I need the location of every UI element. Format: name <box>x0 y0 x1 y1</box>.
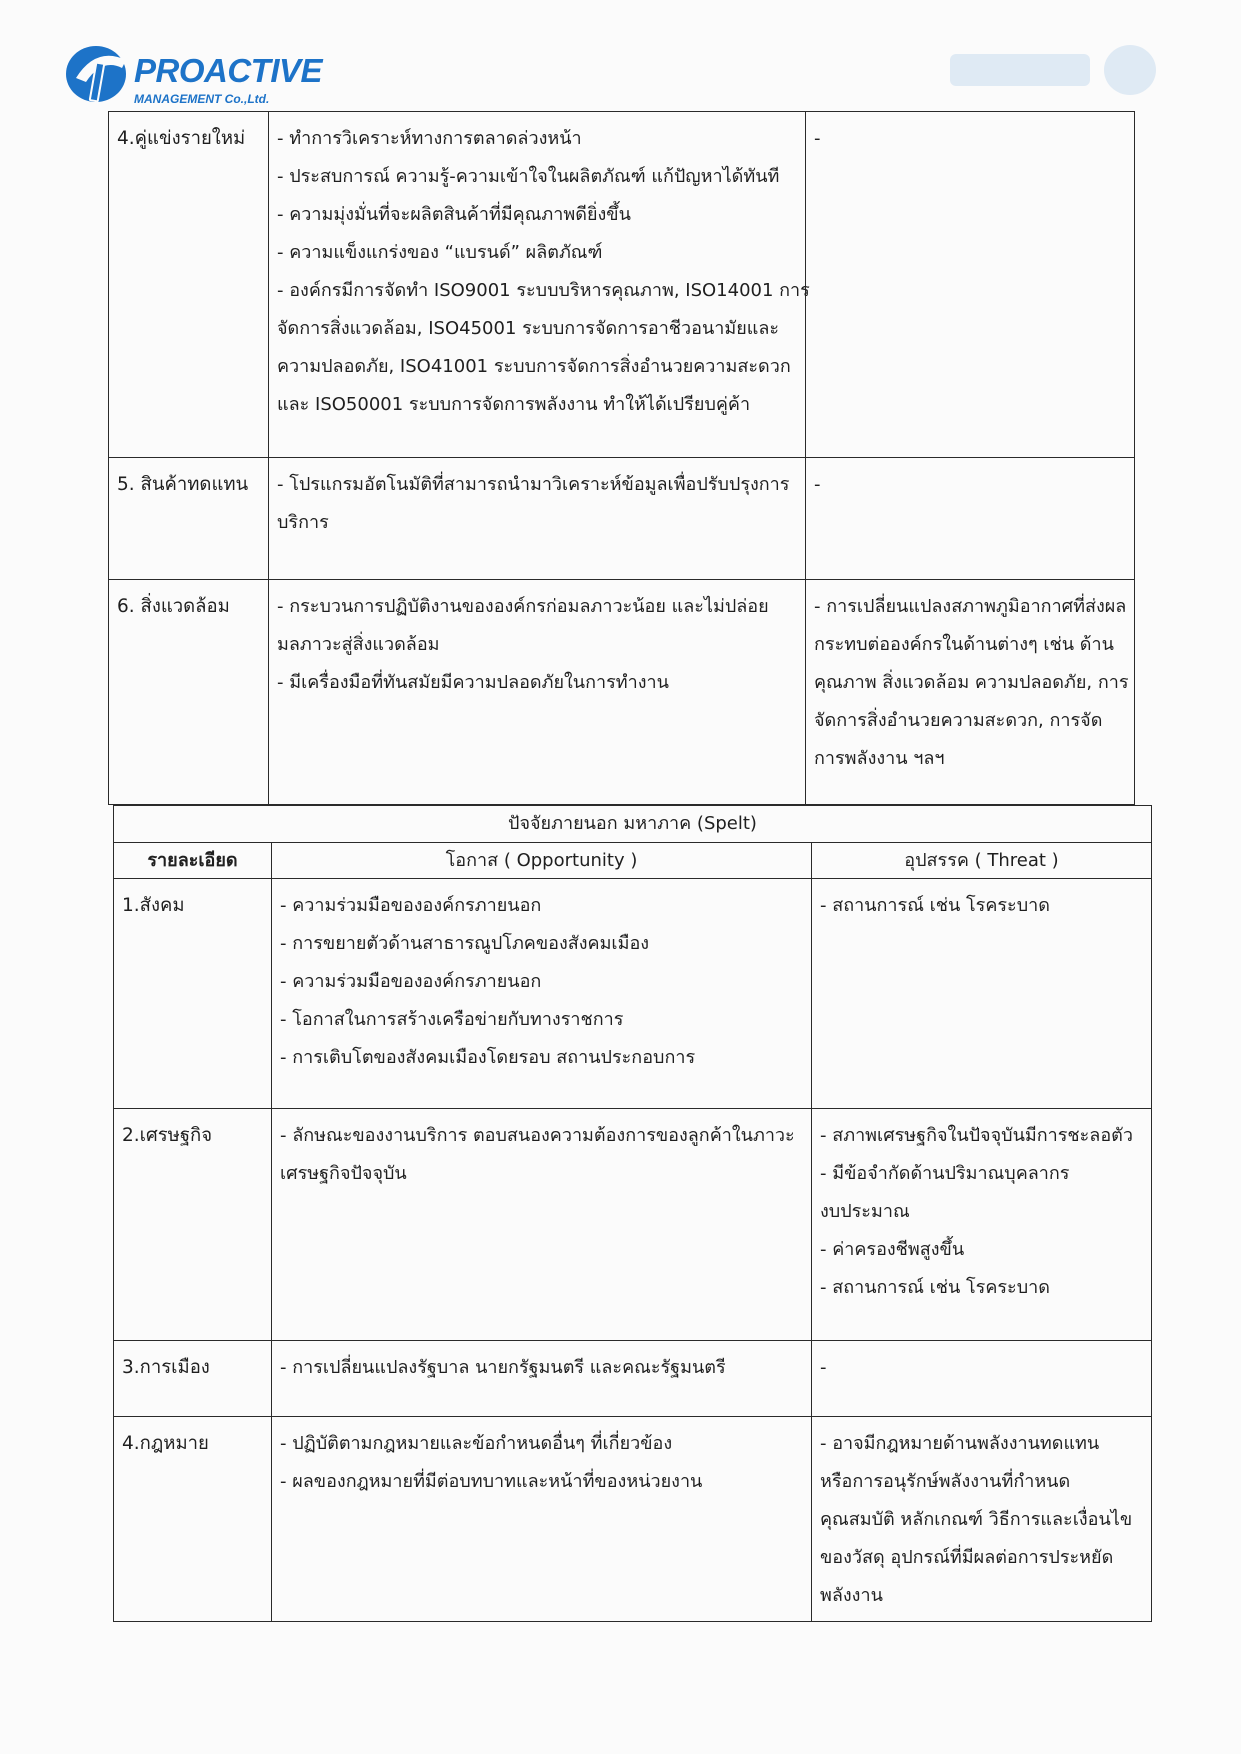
cell-line: - การเปลี่ยนแปลงสภาพภูมิอากาศที่ส่งผล <box>814 596 1127 617</box>
company-logo <box>62 38 322 118</box>
logo-subtitle: MANAGEMENT Co.,Ltd. <box>134 92 270 106</box>
cell-line: การพลังงาน ฯลฯ <box>814 748 945 769</box>
cell-line: หรือการอนุรักษ์พลังงานที่กำหนด <box>820 1471 1071 1492</box>
cell-line: - มีข้อจำกัดด้านปริมาณบุคลากร <box>820 1163 1070 1184</box>
table-row <box>114 879 1152 1109</box>
cell-line: - <box>820 1357 827 1378</box>
table-external-factors <box>113 805 1152 1622</box>
threat-cell <box>812 1341 1152 1417</box>
factor-cell: 4.กฎหมาย <box>114 1417 272 1622</box>
table-row <box>114 1417 1152 1622</box>
cell-line: คุณภาพ สิ่งแวดล้อม ความปลอดภัย, การ <box>814 672 1129 693</box>
column-header-detail: รายละเอียด <box>114 843 272 879</box>
cell-line: - มีเครื่องมือที่ทันสมัยมีความปลอดภัยในการทำงาน <box>277 672 669 693</box>
cell-line: - อาจมีกฎหมายด้านพลังงานทดแทน <box>820 1433 1100 1454</box>
cell-line: - ผลของกฎหมายที่มีต่อบทบาทและหน้าที่ของหน่วยงาน <box>280 1471 703 1492</box>
cell-line: กระทบต่อองค์กรในด้านต่างๆ เช่น ด้าน <box>814 634 1114 655</box>
table-internal-factors <box>108 111 1135 805</box>
table-row <box>109 580 1135 805</box>
header-row <box>114 843 1152 879</box>
cell-line: - สถานการณ์ เช่น โรคระบาด <box>820 1277 1050 1298</box>
cell-line: ของวัสดุ อุปกรณ์ที่มีผลต่อการประหยัด <box>820 1547 1114 1568</box>
cell-line: - ความแข็งแกร่งของ “แบรนด์” ผลิตภัณฑ์ <box>277 242 603 263</box>
threat-cell <box>806 112 1135 458</box>
threat-cell <box>806 458 1135 580</box>
factor-cell: 2.เศรษฐกิจ <box>114 1109 272 1341</box>
cell-line: - ความมุ่งมั่นที่จะผลิตสินค้าที่มีคุณภาพดียิ่งขึ้น <box>277 204 631 225</box>
section-title-row <box>114 806 1152 843</box>
cell-line: - การขยายตัวด้านสาธารณูปโภคของสังคมเมือง <box>280 933 650 954</box>
cell-line: - ความร่วมมือขององค์กรภายนอก <box>280 895 542 916</box>
cell-line: - ปฏิบัติตามกฎหมายและข้อกำหนดอื่นๆ ที่เกี่ยวข้อง <box>280 1433 673 1454</box>
cell-line: - ลักษณะของงานบริการ ตอบสนองความต้องการของลูกค้าในภาวะ <box>280 1125 795 1146</box>
opportunity-cell <box>272 879 812 1109</box>
cell-line: - ทำการวิเคราะห์ทางการตลาดล่วงหน้า <box>277 128 582 149</box>
cell-line: - <box>814 128 821 149</box>
cell-line: งบประมาณ <box>820 1201 910 1222</box>
cell-line: - <box>814 474 821 495</box>
cell-line: - องค์กรมีการจัดทำ ISO9001 ระบบบริหารคุณภาพ, ISO14001 การ <box>277 280 810 301</box>
table-row <box>114 1109 1152 1341</box>
opportunity-cell <box>269 458 806 580</box>
cell-line: - การเปลี่ยนแปลงรัฐบาล นายกรัฐมนตรี และคณะรัฐมนตรี <box>280 1357 726 1378</box>
opportunity-cell <box>269 580 806 805</box>
cell-line: - การเติบโตของสังคมเมืองโดยรอบ สถานประกอบการ <box>280 1047 696 1068</box>
cell-line: พลังงาน <box>820 1585 883 1606</box>
cell-line: - ค่าครองชีพสูงขึ้น <box>820 1239 965 1260</box>
factor-cell: 5. สินค้าทดแทน <box>109 458 269 580</box>
factor-cell: 1.สังคม <box>114 879 272 1109</box>
opportunity-cell <box>269 112 810 458</box>
threat-cell <box>806 580 1135 805</box>
cell-line: จัดการสิ่งแวดล้อม, ISO45001 ระบบการจัดการอาชีวอนามัยและ <box>277 318 780 339</box>
cell-line: - สภาพเศรษฐกิจในปัจจุบันมีการชะลอตัว <box>820 1125 1133 1146</box>
table-row <box>114 1341 1152 1417</box>
threat-cell <box>812 1417 1152 1622</box>
logo-name: PROACTIVE <box>134 52 323 89</box>
cell-line: บริการ <box>277 512 329 533</box>
cell-line: เศรษฐกิจปัจจุบัน <box>280 1163 407 1184</box>
cell-line: - โปรแกรมอัตโนมัติที่สามารถนำมาวิเคราะห์ข้อมูลเพื่อปรับปรุงการ <box>277 474 790 495</box>
cell-line: - ความร่วมมือขององค์กรภายนอก <box>280 971 542 992</box>
watermark-logo-icon <box>950 40 1160 100</box>
cell-line: - สถานการณ์ เช่น โรคระบาด <box>820 895 1050 916</box>
cell-line: ความปลอดภัย, ISO41001 ระบบการจัดการสิ่งอำนวยความสะดวก <box>277 356 791 377</box>
column-header-threat: อุปสรรค ( Threat ) <box>812 843 1152 879</box>
threat-cell <box>812 879 1152 1109</box>
column-header-opportunity: โอกาส ( Opportunity ) <box>272 843 812 879</box>
cell-line: และ ISO50001 ระบบการจัดการพลังงาน ทำให้ได้เปรียบคู่ค้า <box>277 394 751 415</box>
cell-line: มลภาวะสู่สิ่งแวดล้อม <box>277 634 440 655</box>
opportunity-cell <box>272 1109 812 1341</box>
opportunity-cell <box>272 1417 812 1622</box>
cell-line: - ประสบการณ์ ความรู้-ความเข้าใจในผลิตภัณฑ์ แก้ปัญหาได้ทันที <box>277 166 780 187</box>
opportunity-cell <box>272 1341 812 1417</box>
table-row <box>109 112 1135 458</box>
cell-line: คุณสมบัติ หลักเกณฑ์ วิธีการและเงื่อนไข <box>820 1509 1133 1530</box>
section-title: ปัจจัยภายนอก มหาภาค (Spelt) <box>114 806 1152 843</box>
factor-cell: 3.การเมือง <box>114 1341 272 1417</box>
factor-cell: 4.คู่แข่งรายใหม่ <box>109 112 269 458</box>
cell-line: - กระบวนการปฏิบัติงานขององค์กรก่อมลภาวะน้อย และไม่ปล่อย <box>277 596 769 617</box>
factor-cell: 6. สิ่งแวดล้อม <box>109 580 269 805</box>
cell-line: จัดการสิ่งอำนวยความสะดวก, การจัด <box>814 710 1103 731</box>
cell-line: - โอกาสในการสร้างเครือข่ายกับทางราชการ <box>280 1009 624 1030</box>
table-row <box>109 458 1135 580</box>
threat-cell <box>812 1109 1152 1341</box>
proactive-logo-icon <box>62 38 134 108</box>
